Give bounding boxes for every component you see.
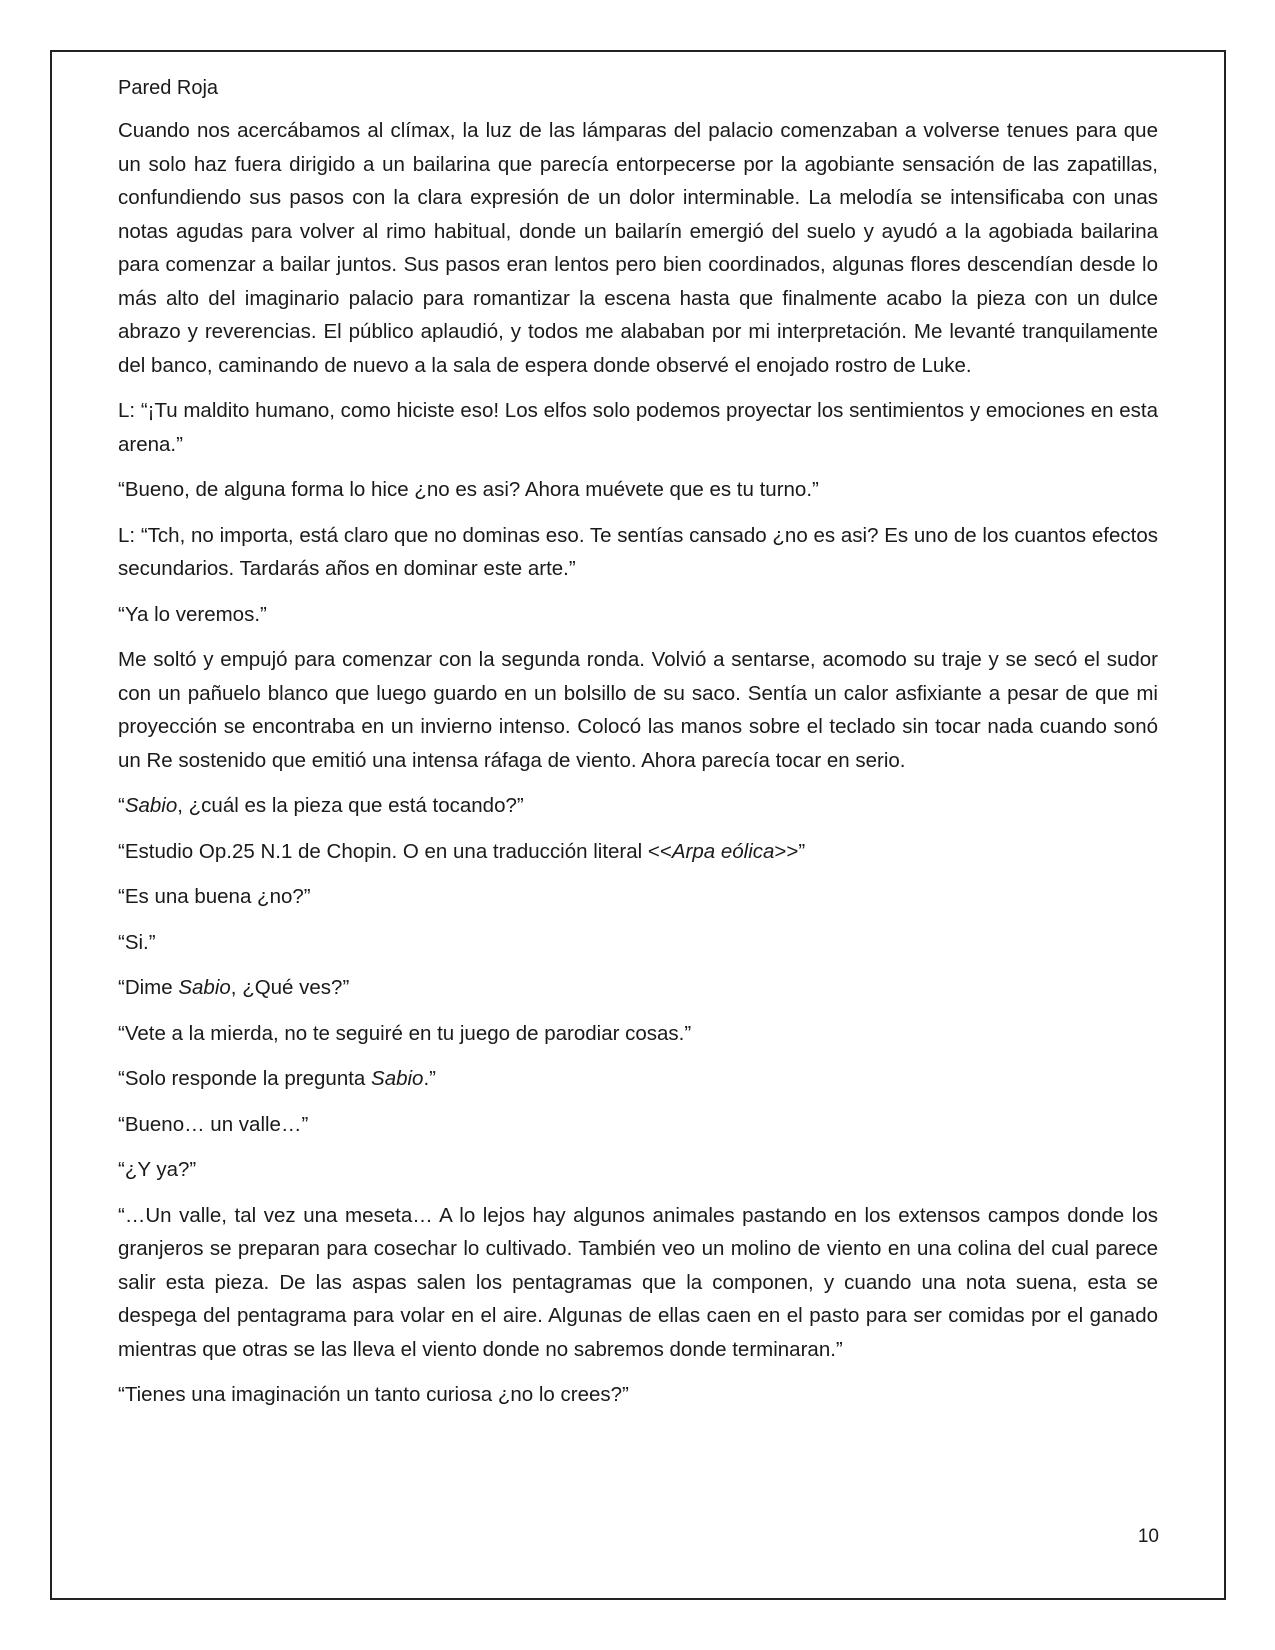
paragraph-11-italic: Sabio xyxy=(178,976,231,999)
paragraph-2: L: “¡Tu maldito humano, como hiciste eso! Los elfos solo podemos proyectar los sentimientos y emociones en esta arena.” xyxy=(118,399,1158,456)
paragraph-7 xyxy=(118,789,1158,823)
paragraph-5: “Ya lo veremos.” xyxy=(118,602,267,626)
paragraph-3: “Bueno, de alguna forma lo hice ¿no es asi? Ahora muévete que es tu turno.” xyxy=(118,478,819,501)
paragraph-1: Cuando nos acercábamos al clímax, la luz de las lámparas del palacio comenzaban a volverse tenues para que un solo haz fuera dirigido a un bailarina que parecía entorpecerse por la agobiante sensación de las zapatillas, confundiendo sus pasos con la clara expresión de un dolor interminable. La melodía se intensificaba con unas notas agudas para volver al rimo habitual, donde un bailarín emergió del suelo y ayudó a la agobiada bailarina para comenzar a bailar juntos. Sus pasos eran lentos pero bien coordinados, algunas flores descendían desde lo más alto del imaginario palacio para romantizar la escena hasta que finalmente acabo la pieza con un dulce abrazo y reverencias. El público aplaudió, y todos me alababan por mi interpretación. Me levanté tranquilamente del banco, caminando de nuevo a la sala de espera donde observé el enojado rostro de Luke. xyxy=(118,119,1158,377)
paragraph-12: “Vete a la mierda, no te seguiré en tu juego de parodiar cosas.” xyxy=(118,1021,692,1045)
paragraph-8 xyxy=(118,835,1158,869)
paragraph-4: L: “Tch, no importa, está claro que no dominas eso. Te sentías cansado ¿no es asi? Es uno de los cuantos efectos secundarios. Tardarás años en dominar este arte.” xyxy=(118,523,1158,580)
paragraph-7-before: “ xyxy=(118,794,125,817)
paragraph-13-italic: Sabio xyxy=(371,1067,424,1090)
paragraph-6: Me soltó y empujó para comenzar con la segunda ronda. Volvió a sentarse, acomodo su traje y se secó el sudor con un pañuelo blanco que luego guardo en un bolsillo de su saco. Sentía un calor asfixiante a pesar de que mi proyección se encontraba en un invierno intenso. Colocó las manos sobre el teclado sin tocar nada cuando sonó un Re sostenido que emitió una intensa ráfaga de viento. Ahora parecía tocar en serio. xyxy=(118,648,1158,772)
paragraph-7-after: , ¿cuál es la pieza que está tocando?” xyxy=(177,794,524,817)
paragraph-13-before: “Solo responde la pregunta xyxy=(118,1067,372,1090)
paragraph-11 xyxy=(118,971,1158,1005)
page-number: 10 xyxy=(1137,1526,1159,1547)
paragraph-8-before: “Estudio Op.25 N.1 de Chopin. O en una traducción literal << xyxy=(118,839,672,863)
paragraph-15: “¿Y ya?” xyxy=(118,1158,197,1181)
paragraph-8-after: >>” xyxy=(774,839,806,863)
paragraph-7-italic: Sabio xyxy=(124,794,178,817)
paragraph-9: “Es una buena ¿no?” xyxy=(118,885,311,908)
paragraph-16: “…Un valle, tal vez una meseta… A lo lejos hay algunos animales pastando en los extensos campos donde los granjeros se preparan para cosechar lo cultivado. También veo un molino de viento en una colina del cual parece salir esta pieza. De las aspas salen los pentagramas que la componen, y cuando una nota suena, esta se despega del pentagrama para volar en el aire. Algunas de ellas caen en el pasto para ser comidas por el ganado mientras que otras se las lleva el viento donde no sabremos donde terminaran.” xyxy=(118,1203,1158,1361)
paragraph-11-before: “Dime xyxy=(118,976,179,999)
paragraph-11-after: , ¿Qué ves?” xyxy=(230,976,350,999)
paragraph-13 xyxy=(118,1062,1158,1096)
paragraph-10: “Si.” xyxy=(118,930,156,954)
paragraph-17: “Tienes una imaginación un tanto curiosa ¿no lo crees?” xyxy=(118,1383,629,1406)
paragraph-13-after: .” xyxy=(423,1067,436,1090)
paragraph-8-italic: Arpa eólica xyxy=(671,839,775,863)
document-body xyxy=(118,74,1158,1412)
running-header: Pared Roja xyxy=(118,77,219,99)
paragraph-14: “Bueno… un valle…” xyxy=(118,1112,309,1136)
